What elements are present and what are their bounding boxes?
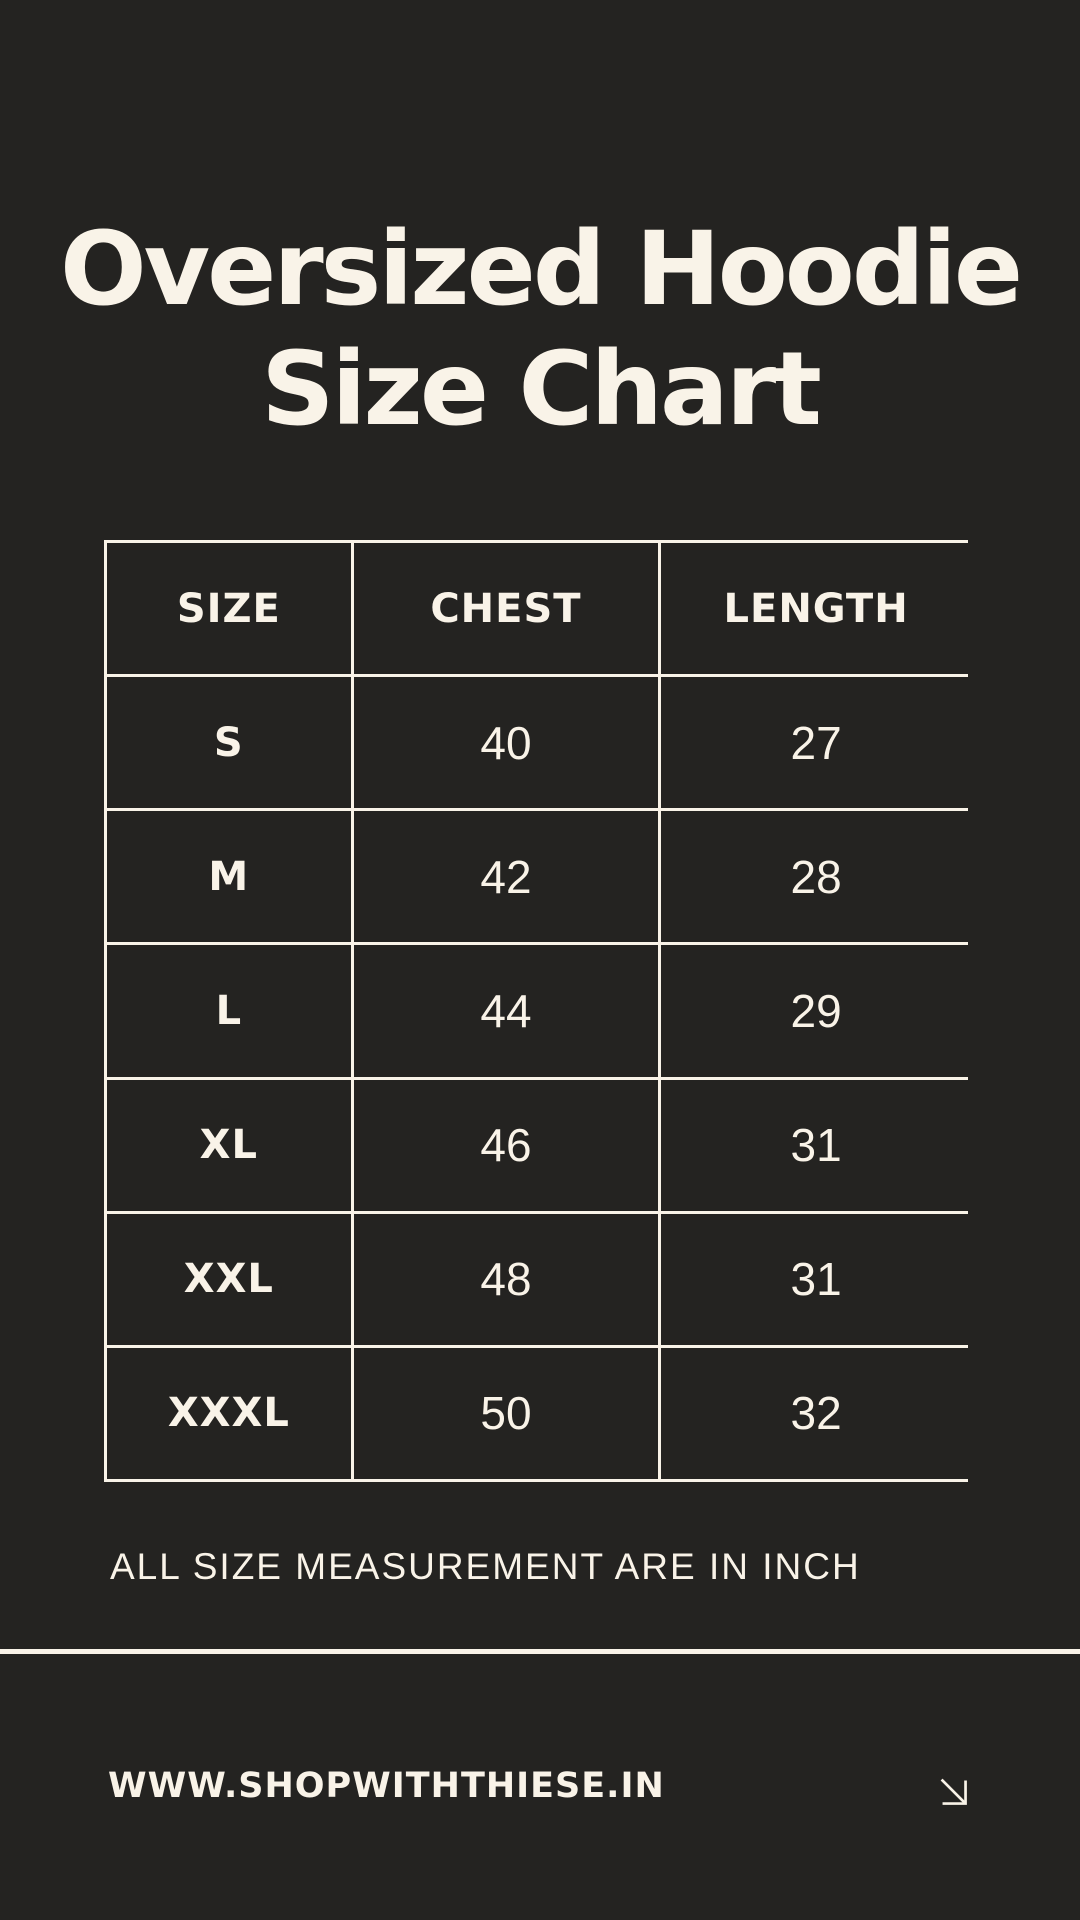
size-label: XXXL bbox=[107, 1348, 351, 1479]
length-value: 27 bbox=[661, 677, 971, 808]
size-label: XL bbox=[107, 1080, 351, 1211]
page-title bbox=[0, 210, 1080, 449]
chest-value: 42 bbox=[354, 811, 659, 942]
length-value: 32 bbox=[661, 1348, 971, 1479]
length-value: 31 bbox=[661, 1214, 971, 1345]
length-value: 29 bbox=[661, 945, 971, 1076]
column-header-chest: CHEST bbox=[354, 543, 659, 674]
chest-value: 50 bbox=[354, 1348, 659, 1479]
length-value: 28 bbox=[661, 811, 971, 942]
page-title-line-1: Oversized Hoodie bbox=[59, 210, 1021, 330]
measurement-unit-note: ALL SIZE MEASUREMENT ARE IN INCH bbox=[110, 1546, 861, 1587]
chest-value: 40 bbox=[354, 677, 659, 808]
chest-value: 48 bbox=[354, 1214, 659, 1345]
length-value: 31 bbox=[661, 1080, 971, 1211]
chest-value: 44 bbox=[354, 945, 659, 1076]
size-chart-table bbox=[104, 540, 968, 1482]
arrow-down-right-icon bbox=[932, 1770, 978, 1816]
size-label: M bbox=[107, 811, 351, 942]
footer-divider bbox=[0, 1649, 1080, 1654]
size-label: L bbox=[107, 945, 351, 1076]
website-url-text: WWW.SHOPWITHTHIESE.IN bbox=[108, 1766, 665, 1806]
chest-value: 46 bbox=[354, 1080, 659, 1211]
column-header-size: SIZE bbox=[107, 543, 351, 674]
page-title-line-2: Size Chart bbox=[261, 329, 819, 449]
size-label: XXL bbox=[107, 1214, 351, 1345]
size-label: S bbox=[107, 677, 351, 808]
column-header-length: LENGTH bbox=[661, 543, 971, 674]
